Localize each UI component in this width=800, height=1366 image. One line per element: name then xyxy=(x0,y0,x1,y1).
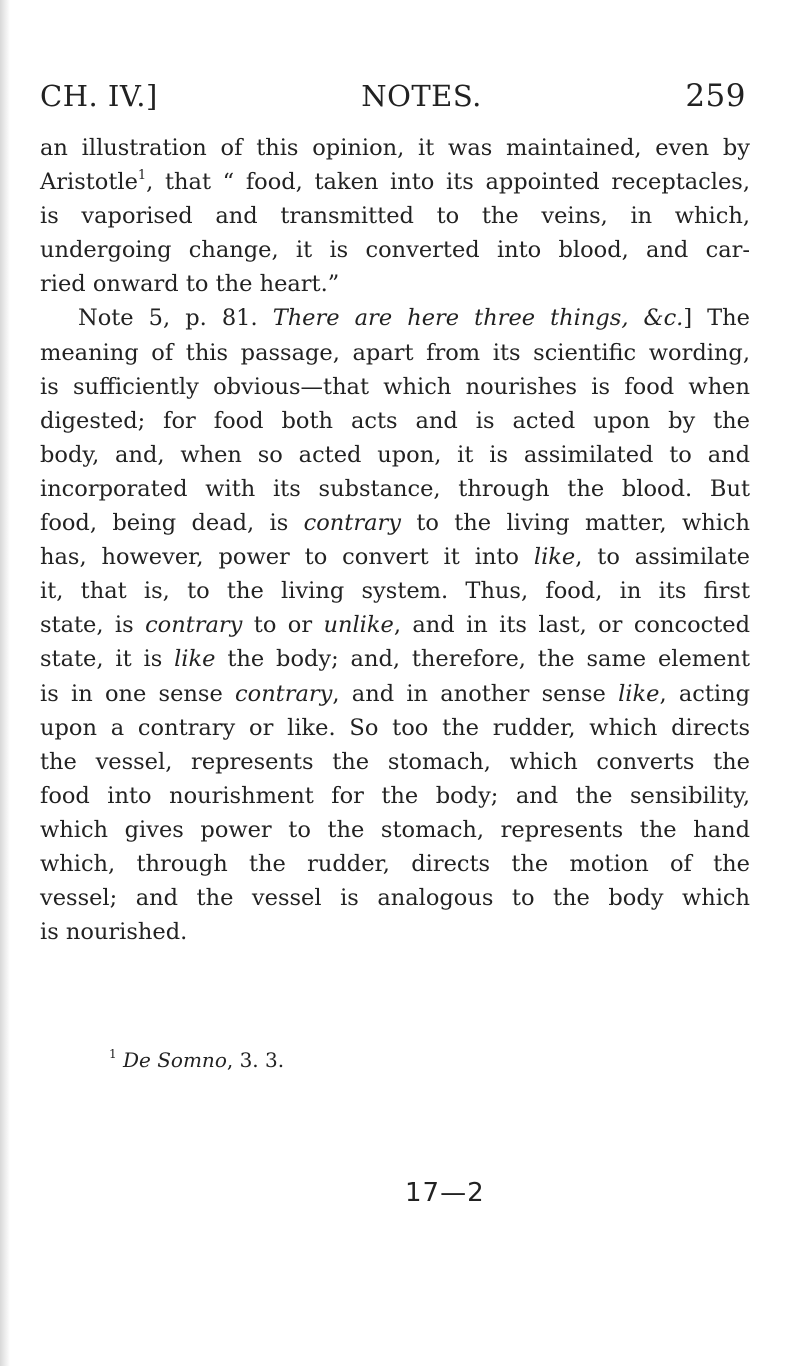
text-line xyxy=(40,677,750,711)
footnote xyxy=(109,1048,284,1072)
italic-segment: like xyxy=(618,680,660,707)
text-segment: , that “ food, taken into its appointed receptacles, xyxy=(146,169,750,196)
text-line: which gives power to the stomach, represents the hand xyxy=(40,816,750,843)
text-segment: state, it is xyxy=(40,646,175,673)
text-segment: to or xyxy=(242,612,324,639)
text-segment: , and in another sense xyxy=(332,680,619,707)
text-line xyxy=(40,301,750,335)
text-segment: , acting xyxy=(659,680,750,707)
italic-segment: There are here three things, &c. xyxy=(272,305,684,332)
text-line xyxy=(40,506,750,540)
text-segment: to the living matter, which xyxy=(400,510,750,537)
text-line: meaning of this passage, apart from its scientific wording, xyxy=(40,339,750,366)
footnote-ref: 1 xyxy=(137,168,147,184)
text-segment: is in one sense xyxy=(40,680,236,707)
text-line: digested; for food both acts and is acted upon by the xyxy=(40,407,750,434)
text-line: food into nourishment for the body; and the sensibility, xyxy=(40,782,750,809)
italic-segment: like xyxy=(174,646,216,673)
text-segment: state, is xyxy=(40,612,146,639)
italic-segment: contrary xyxy=(235,680,333,707)
header-chapter: CH. IV.] xyxy=(40,79,158,113)
signature-mark: 17—2 xyxy=(405,1178,485,1208)
footnote-title: De Somno xyxy=(123,1048,227,1072)
text-line: the vessel, represents the stomach, which converts the xyxy=(40,748,750,775)
text-segment: ] The xyxy=(683,305,750,332)
italic-segment: like xyxy=(533,544,576,571)
italic-segment: contrary xyxy=(303,510,401,537)
text-line xyxy=(40,165,750,199)
text-line: vessel; and the vessel is analogous to the body which xyxy=(40,885,750,912)
text-line: upon a contrary or like. So too the rudder, which directs xyxy=(40,714,750,741)
text-line xyxy=(40,608,750,642)
page-number: 259 xyxy=(685,78,746,114)
text-segment: food, being dead, is xyxy=(40,510,304,537)
text-segment: the body; and, therefore, the same element xyxy=(215,646,750,673)
text-line: body, and, when so acted upon, it is assimilated to and xyxy=(40,441,750,468)
text-line: it, that is, to the living system. Thus, food, in its first xyxy=(40,578,750,605)
text-line: an illustration of this opinion, it was maintained, even by xyxy=(40,135,750,161)
text-segment: , and in its last, or concocted xyxy=(393,612,750,639)
italic-segment: contrary xyxy=(145,612,243,639)
text-line: is sufficiently obvious—that which nourishes is food when xyxy=(40,373,750,400)
italic-segment: unlike xyxy=(323,612,394,639)
text-segment: , to assimilate xyxy=(575,544,750,571)
text-line: which, through the rudder, directs the motion of the xyxy=(40,850,750,877)
text-line xyxy=(40,642,750,676)
text-line: is nourished. xyxy=(40,919,188,946)
footnote-citation: , 3. 3. xyxy=(226,1048,285,1072)
text-segment: Note 5, p. 81. xyxy=(78,305,273,332)
text-line: is vaporised and transmitted to the veins, in which, xyxy=(40,203,750,230)
text-line: undergoing change, it is converted into blood, and car- xyxy=(40,237,750,264)
body-text xyxy=(40,131,750,949)
footnote-marker: 1 xyxy=(109,1047,117,1061)
header-title: NOTES. xyxy=(361,79,482,113)
text-line: incorporated with its substance, through the blood. But xyxy=(40,475,750,502)
text-segment: Aristotle xyxy=(40,169,138,196)
page-edge-shadow xyxy=(0,0,10,1366)
text-line xyxy=(40,540,750,574)
text-segment: has, however, power to convert it into xyxy=(40,544,534,571)
text-line: ried onward to the heart.” xyxy=(40,271,340,298)
running-header xyxy=(40,78,746,122)
